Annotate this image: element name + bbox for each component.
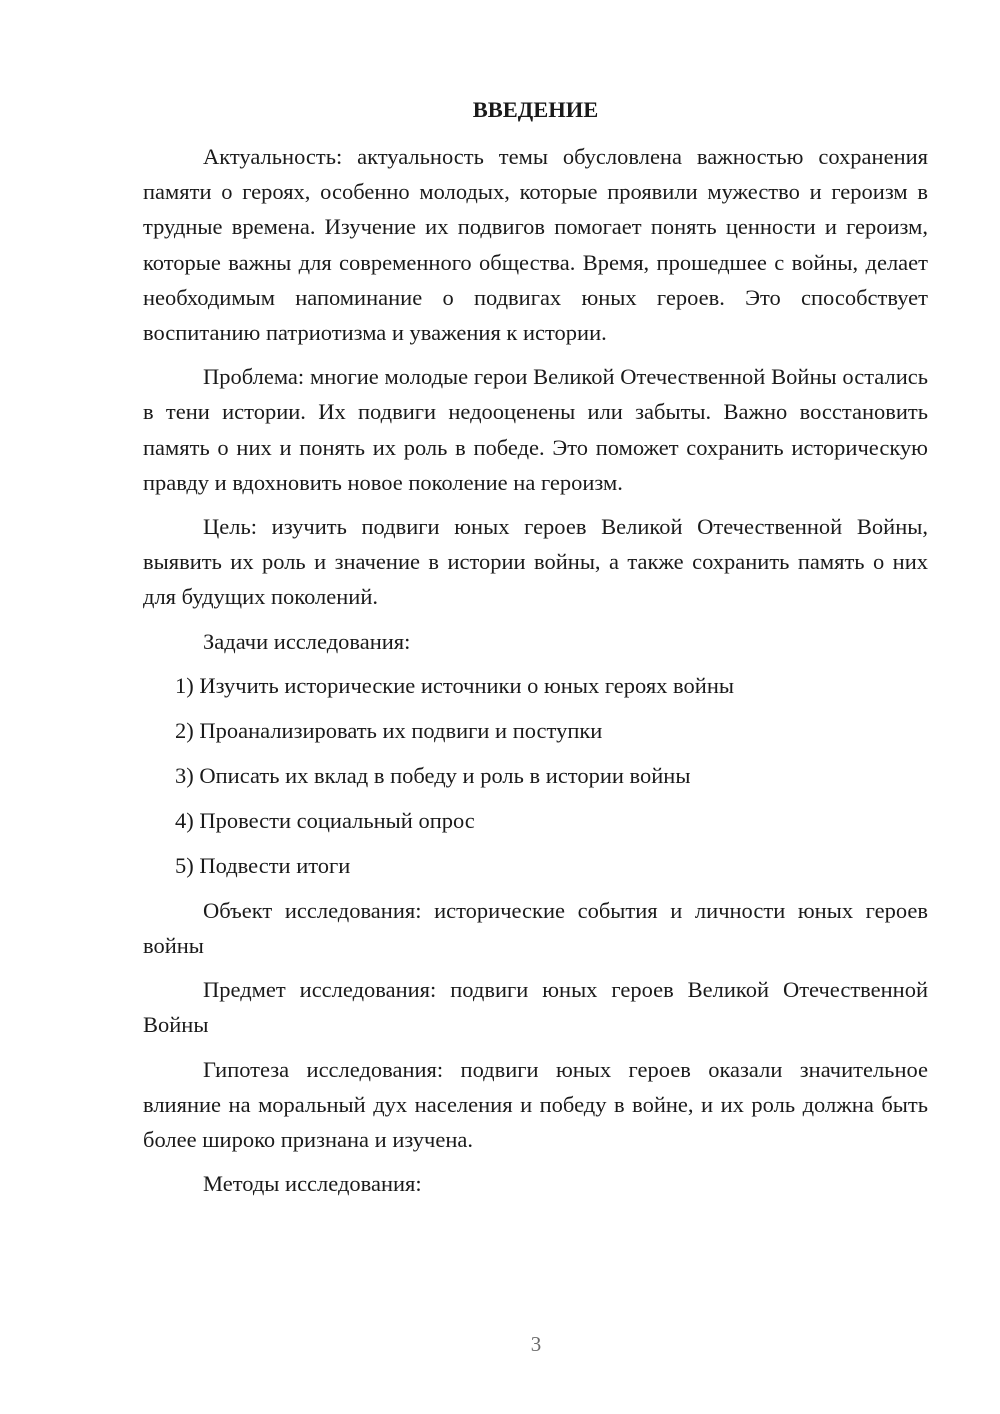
- problem-paragraph: Проблема: многие молодые герои Великой Отечественной Войны остались в тени истории. Их подвиги недооценены или забыты. Важно восстановить память о них и понять их роль в победе. Это поможет сохранить историческую правду и вдохновить новое поколение на героизм.: [143, 364, 928, 495]
- page-number: 3: [530, 1332, 542, 1356]
- relevance-paragraph: Актуальность: актуальность темы обусловлена важностью сохранения памяти о героях, особенно молодых, которые проявили мужество и героизм в трудные времена. Изучение их подвигов помогает понять ценности и героизм, которые важны для современного общества. Время, прошедшее с войны, делает необходимым напоминание о подвигах юных героев. Это способствует воспитанию патриотизма и уважения к истории.: [143, 144, 928, 346]
- tasks-list: [143, 668, 928, 883]
- subject-paragraph: Предмет исследования: подвиги юных героев Великой Отечественной Войны: [143, 977, 928, 1038]
- task-item-4: 4) Провести социальный опрос: [175, 807, 475, 833]
- tasks-heading: Задачи исследования:: [203, 628, 411, 654]
- task-item-5: 5) Подвести итоги: [175, 852, 351, 878]
- task-item-2: 2) Проанализировать их подвиги и поступки: [175, 717, 603, 743]
- page-content: [143, 92, 928, 1210]
- hypothesis-paragraph: Гипотеза исследования: подвиги юных героев оказали значительное влияние на моральный дух населения и победу в войне, и их роль должна быть более широко признана и изучена.: [143, 1056, 928, 1153]
- page-title: ВВЕДЕНИЕ: [472, 97, 599, 122]
- goal-paragraph: Цель: изучить подвиги юных героев Великой Отечественной Войны, выявить их роль и значение в истории войны, а также сохранить память о них для будущих поколений.: [143, 514, 928, 610]
- task-item-1: 1) Изучить исторические источники о юных героях войны: [175, 672, 734, 698]
- methods-heading: Методы исследования:: [203, 1171, 422, 1197]
- task-item-3: 3) Описать их вклад в победу и роль в истории войны: [175, 762, 691, 788]
- object-paragraph: Объект исследования: исторические события и личности юных героев войны: [143, 897, 928, 959]
